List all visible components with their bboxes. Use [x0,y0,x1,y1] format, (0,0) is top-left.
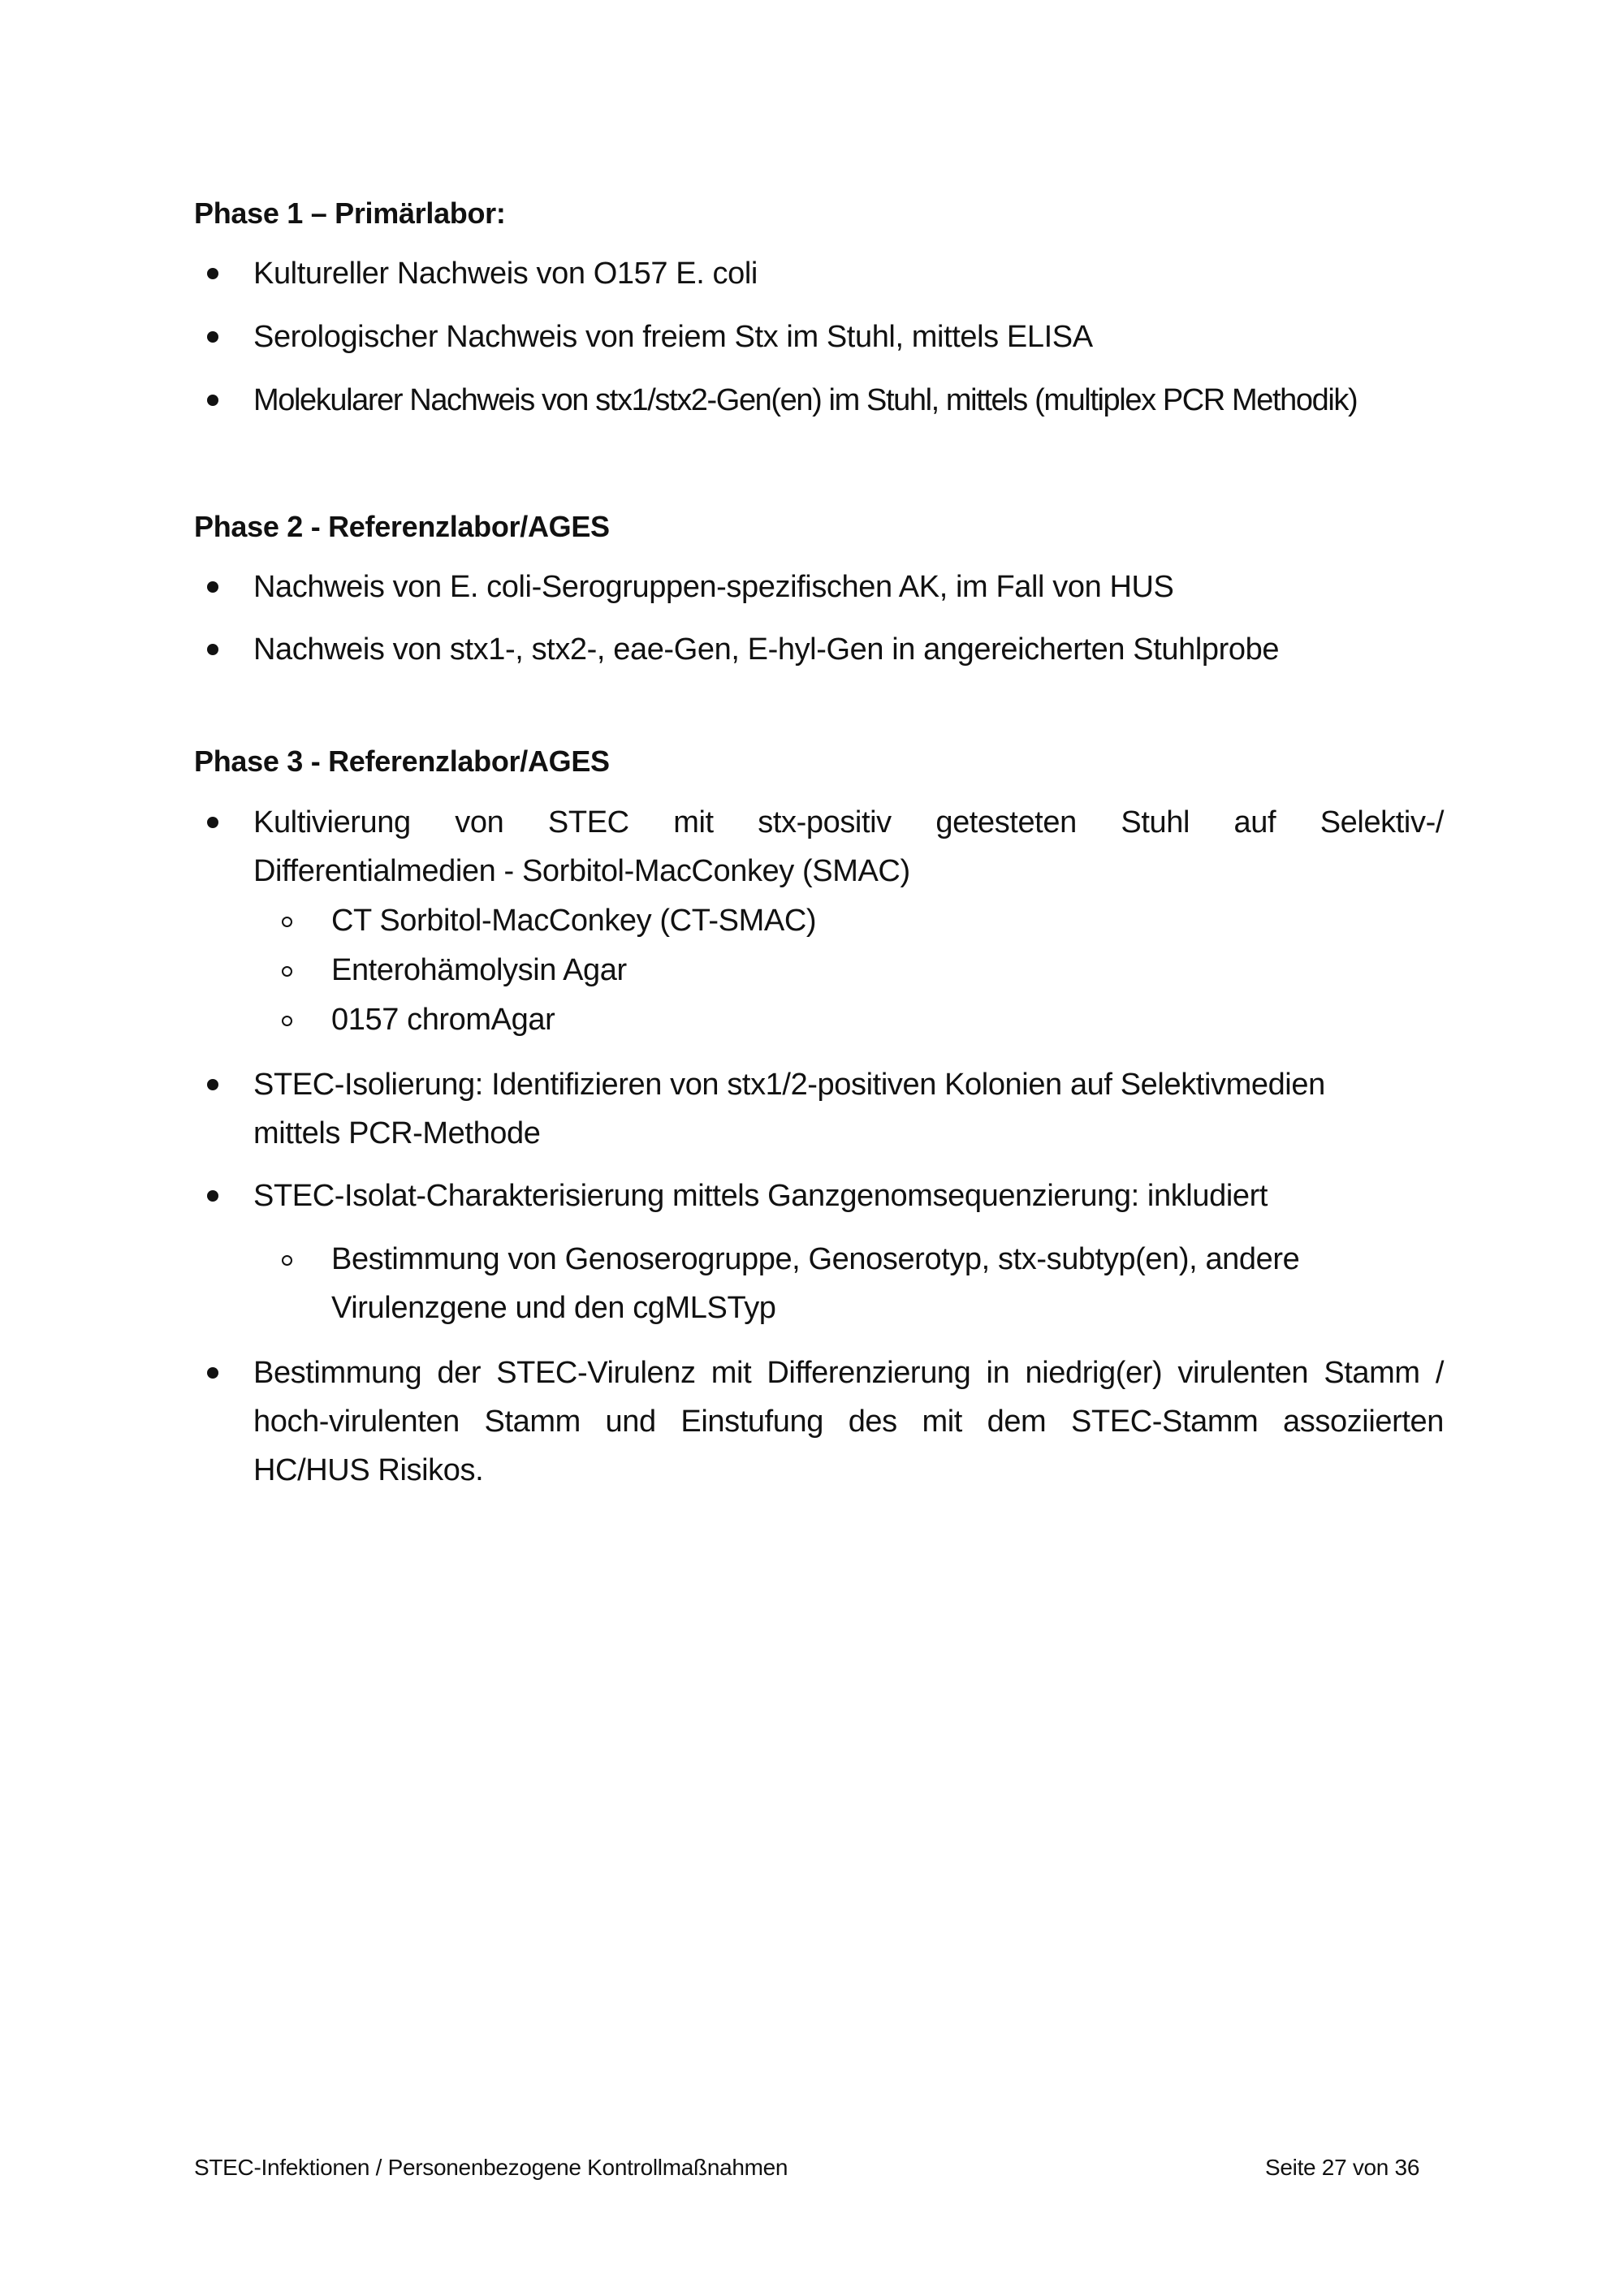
list-item-line: Kultivierung von STEC mit stx-positiv getesteten Stuhl auf Selektiv-/ [253,805,1444,839]
list-item: Nachweis von E. coli-Serogruppen-spezifischen AK, im Fall von HUS [253,570,1174,604]
bullet-icon [207,817,218,828]
list-item: Serologischer Nachweis von freiem Stx im Stuhl, mittels ELISA [253,320,1093,354]
bullet-icon [207,395,218,406]
phase3-heading: Phase 3 - Referenzlabor/AGES [194,744,610,778]
sub-list-item: 0157 chromAgar [331,1003,555,1037]
list-item: STEC-Isolat-Charakterisierung mittels Ganzgenomsequenzierung: inkludiert [253,1179,1268,1213]
circle-bullet-icon [282,1255,292,1266]
list-item-line: STEC-Isolierung: Identifizieren von stx1/2-positiven Kolonien auf Selektivmedien [253,1068,1325,1102]
list-item: Molekularer Nachweis von stx1/stx2-Gen(en) im Stuhl, mittels (multiplex PCR Methodik) [253,383,1358,417]
list-item-line: hoch-virulenten Stamm und Einstufung des mit dem STEC-Stamm assoziierten [253,1405,1444,1439]
bullet-icon [207,268,218,279]
bullet-icon [207,644,218,655]
sub-list-item: Enterohämolysin Agar [331,953,627,987]
circle-bullet-icon [282,966,292,977]
sub-list-item-line: Virulenzgene und den cgMLSTyp [331,1291,776,1325]
circle-bullet-icon [282,1016,292,1026]
list-item-line: mittels PCR-Methode [253,1116,541,1150]
list-item-line: HC/HUS Risikos. [253,1453,484,1487]
bullet-icon [207,581,218,593]
page-number: Seite 27 von 36 [1265,2155,1420,2180]
bullet-icon [207,331,218,343]
list-item-line: Bestimmung der STEC-Virulenz mit Differenzierung in niedrig(er) virulenten Stamm / [253,1356,1444,1390]
sub-list-item-line: Bestimmung von Genoserogruppe, Genoserotyp, stx-subtyp(en), andere [331,1242,1300,1276]
list-item: Nachweis von stx1-, stx2-, eae-Gen, E-hyl-Gen in angereicherten Stuhlprobe [253,632,1280,667]
bullet-icon [207,1190,218,1202]
footer-title: STEC-Infektionen / Personenbezogene Kontrollmaßnahmen [194,2155,788,2180]
bullet-icon [207,1079,218,1090]
phase2-heading: Phase 2 - Referenzlabor/AGES [194,510,610,543]
list-item-line: Differentialmedien - Sorbitol-MacConkey (SMAC) [253,854,910,888]
bullet-icon [207,1367,218,1379]
sub-list-item: CT Sorbitol-MacConkey (CT-SMAC) [331,904,817,938]
list-item: Kultureller Nachweis von O157 E. coli [253,257,758,291]
circle-bullet-icon [282,917,292,927]
phase1-heading: Phase 1 – Primärlabor: [194,196,506,230]
